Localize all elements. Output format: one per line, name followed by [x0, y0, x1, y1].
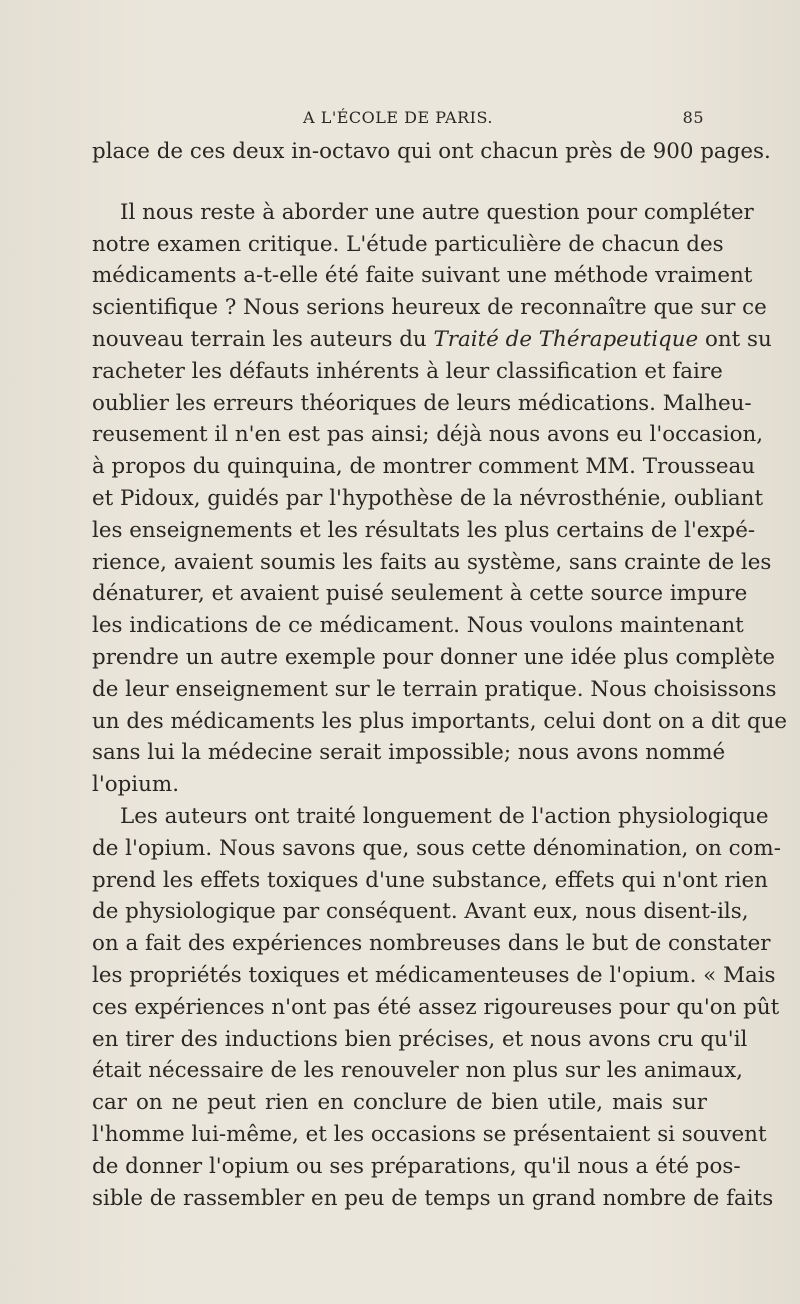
text-line: en tirer des inductions bien précises, et nous avons cru qu'il — [92, 1026, 748, 1052]
text-line: Il nous reste à aborder une autre question pour compléter — [120, 199, 754, 225]
book-title-italic: Traité de Thérapeutique — [433, 326, 699, 352]
text-line: médicaments a-t-elle été faite suivant une méthode vraiment — [92, 263, 753, 289]
text-line: les enseignements et les résultats les plus certains de l'expé- — [92, 517, 756, 543]
text-line: sans lui la médecine serait impossible; nous avons nommé — [92, 740, 726, 766]
text-line: place de ces deux in-octavo qui ont chacun près de 900 pages. — [92, 139, 771, 164]
body-text — [92, 136, 788, 1214]
text-line: prend les effets toxiques d'une substance, effets qui n'ont rien — [92, 867, 768, 893]
page-number: 85 — [682, 108, 704, 127]
text-line: Les auteurs ont traité longuement de l'action physiologique — [120, 803, 769, 829]
running-title: A L'ÉCOLE DE PARIS. — [303, 108, 493, 127]
text-line: ces expériences n'ont pas été assez rigoureuses pour qu'on pût — [92, 994, 780, 1020]
text-line: reusement il n'en est pas ainsi; déjà nous avons eu l'occasion, — [92, 422, 764, 448]
text-line: sible de rassembler en peu de temps un grand nombre de faits — [92, 1185, 774, 1211]
text-line: de physiologique par conséquent. Avant eux, nous disent-ils, — [92, 899, 749, 925]
text-line: de donner l'opium ou ses préparations, qu'il nous a été pos- — [92, 1153, 741, 1179]
page-header — [92, 108, 704, 132]
text-line: nouveau terrain les auteurs du Traité de Thérapeutique ont su — [92, 326, 772, 352]
text-line: et Pidoux, guidés par l'hypothèse de la névrosthénie, oubliant — [92, 485, 764, 511]
text-line: à propos du quinquina, de montrer comment MM. Trousseau — [92, 454, 756, 480]
text-line: scientifique ? Nous serions heureux de reconnaître que sur ce — [92, 295, 767, 321]
text-line: notre examen critique. L'étude particulière de chacun des — [92, 231, 724, 257]
text-line: de leur enseignement sur le terrain pratique. Nous choisissons — [92, 676, 777, 702]
text-line: de l'opium. Nous savons que, sous cette dénomination, on com- — [92, 835, 781, 861]
text-line: les propriétés toxiques et médicamenteuses de l'opium. « Mais — [92, 962, 776, 988]
text-line: les indications de ce médicament. Nous voulons maintenant — [92, 613, 744, 639]
text-line: racheter les défauts inhérents à leur classification et faire — [92, 358, 723, 384]
text-line: un des médicaments les plus importants, celui dont on a dit que — [92, 708, 788, 734]
text-line: oublier les erreurs théoriques de leurs médications. Malheu- — [92, 390, 752, 416]
text-line: on a fait des expériences nombreuses dans le but de constater — [92, 931, 771, 957]
text-line: dénaturer, et avaient puisé seulement à cette source impure — [92, 581, 748, 607]
text-line: car on ne peut rien en conclure de bien utile, mais sur — [92, 1090, 707, 1116]
text-line: rience, avaient soumis les faits au système, sans crainte de les — [92, 549, 772, 575]
text-line: l'opium. — [92, 772, 179, 798]
text-line: était nécessaire de les renouveler non plus sur les animaux, — [92, 1058, 743, 1084]
paragraph-gap — [92, 168, 707, 197]
text-line: prendre un autre exemple pour donner une idée plus complète — [92, 644, 776, 670]
text-line: l'homme lui-même, et les occasions se présentaient si souvent — [92, 1121, 767, 1147]
